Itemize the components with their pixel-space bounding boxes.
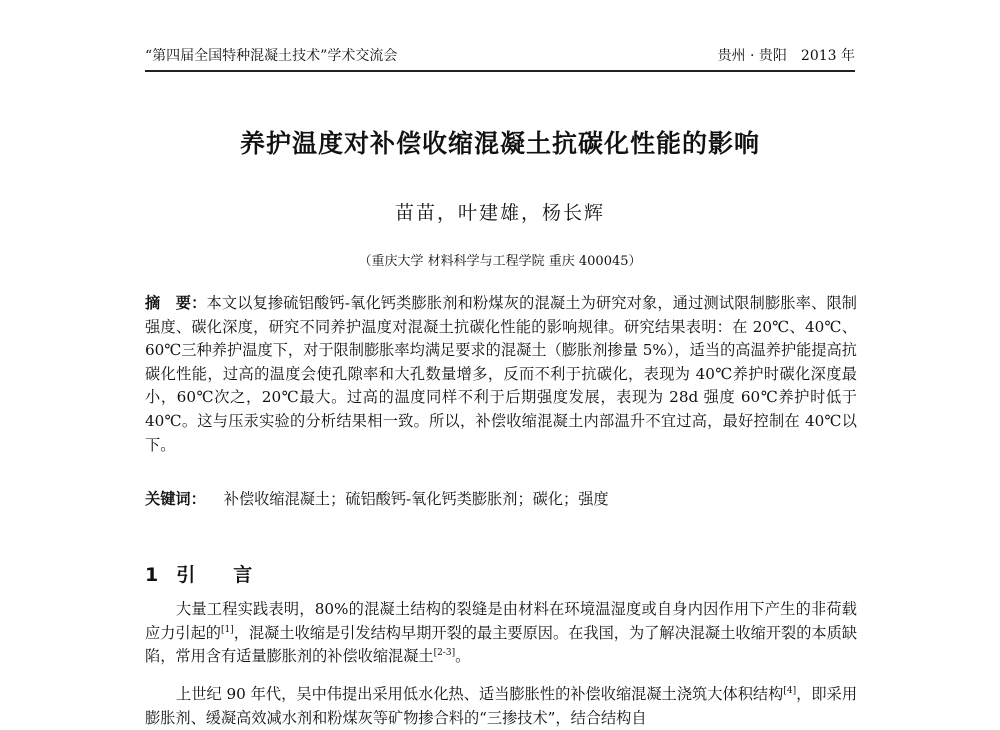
keywords-text: 补偿收缩混凝土；硫铝酸钙-氧化钙类膨胀剂；碳化；强度 (223, 490, 609, 508)
abstract-label: 摘 要： (145, 294, 207, 312)
keywords-label: 关键词： (145, 490, 206, 508)
header-divider (145, 70, 855, 72)
paragraph-text: 大量工程实践表明，80%的混凝土结构的裂缝是由材料在环境温湿度或自身内因作用下产生的非荷载应力引起的 (145, 600, 857, 642)
section-number: 1 (145, 564, 159, 586)
author-affiliation: （重庆大学 材料科学与工程学院 重庆 400045） (358, 254, 642, 269)
abstract-text: 本文以复掺硫铝酸钙-氧化钙类膨胀剂和粉煤灰的混凝土为研究对象，通过测试限制膨胀率、限制强度、碳化深度，研究不同养护温度对混凝土抗碳化性能的影响规律。研究结果表明：在 20℃、40℃、60℃三种养护温度下，对于限制膨胀率均满足要求的混凝土（膨胀剂掺量 5%），适当的高温养护能提高抗碳化性能，过高的温度会使孔隙率和大孔数量增多，反而不利于抗碳化，表现为 40℃养护时碳化深度最小，60℃次之，20℃最大。过高的温度同样不利于后期强度发展，表现为 28d 强度 60℃养护时低于 40℃。这与压汞实验的分析结果相一致。所以，补偿收缩混凝土内部温升不宜过高，最好控制在 40℃以下。 (145, 294, 857, 454)
paragraph-text: ，混凝土收缩是引发结构早期开裂的最主要原因。在我国，为了解决混凝土收缩开裂的本质缺陷，常用含有适量膨胀剂的补偿收缩混凝土 (145, 623, 858, 666)
section-title-char1: 引 (176, 564, 196, 586)
paper-title: 养护温度对补偿收缩混凝土抗碳化性能的影响 (239, 129, 760, 158)
paragraph-text: 。 (455, 647, 471, 666)
body-paragraph (145, 683, 857, 730)
section-title-char2: 言 (233, 564, 253, 586)
section-heading-introduction (145, 560, 252, 587)
body-paragraph (145, 598, 857, 669)
location-year: 贵州 · 贵阳 2013 年 (717, 48, 855, 64)
paper-authors: 苗苗，叶建雄，杨长辉 (394, 202, 605, 224)
paragraph-text: 上世纪 90 年代，吴中伟提出采用低水化热、适当膨胀性的补偿收缩混凝土浇筑大体积结构 (176, 685, 784, 703)
conference-name: “第四届全国特种混凝土技术”学术交流会 (145, 48, 398, 64)
keywords (145, 488, 857, 509)
running-header (145, 42, 855, 64)
citation: [4] (783, 686, 797, 696)
citation: [2-3] (433, 648, 456, 659)
citation: [1] (221, 624, 234, 635)
abstract (145, 292, 857, 457)
paragraph-text: ，即采用膨胀剂、缓凝高效减水剂和粉煤灰等矿物掺合料的“三掺技术”，结合结构自 (145, 685, 858, 727)
